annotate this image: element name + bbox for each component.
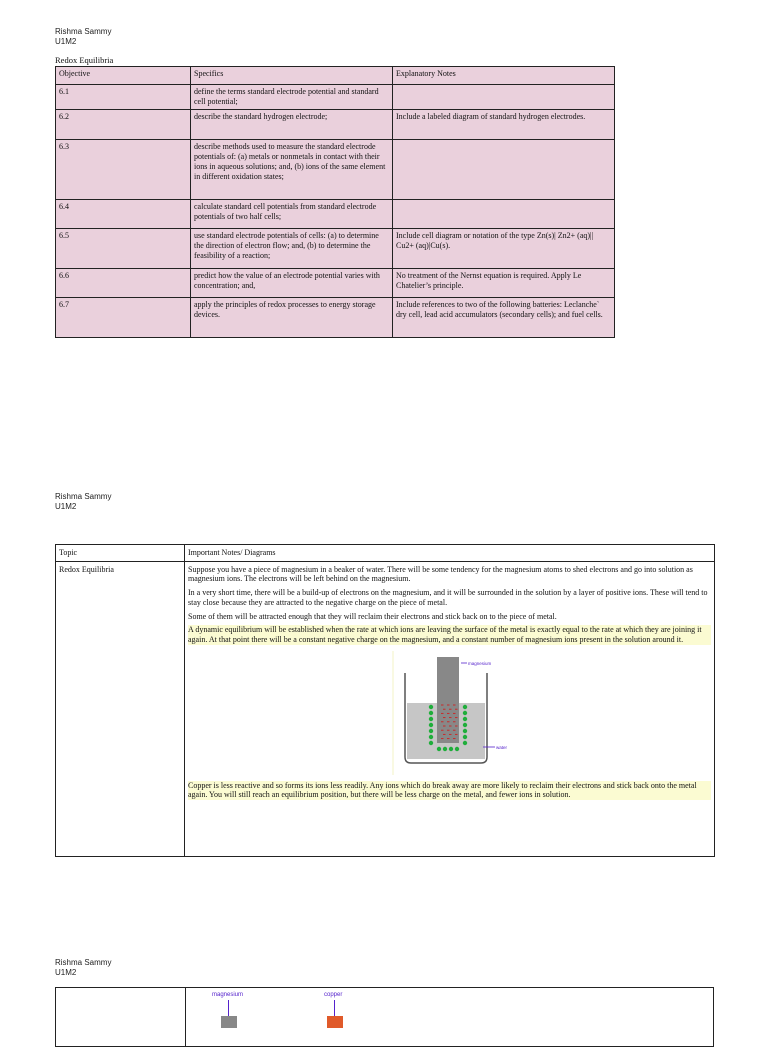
- column-divider: [185, 988, 186, 1046]
- author-name: Rishma Sammy: [55, 958, 112, 967]
- notes-cell: Include a labeled diagram of standard hydrogen electrodes.: [393, 110, 615, 140]
- table-header-row: [56, 67, 615, 85]
- table-row: [56, 110, 615, 140]
- author-name: Rishma Sammy: [55, 27, 112, 36]
- page2-header: [55, 492, 111, 512]
- doc-title: Redox Equilibria: [55, 55, 114, 65]
- specifics-cell: apply the principles of redox processes to energy storage devices.: [191, 298, 393, 338]
- author-name: Rishma Sammy: [55, 492, 112, 501]
- objectives-table: [55, 66, 615, 338]
- course-code: U1M2: [55, 968, 77, 977]
- col-topic: Topic: [56, 545, 185, 562]
- table-row: [56, 85, 615, 110]
- notes-cell: No treatment of the Nernst equation is required. Apply Le Chatelier’s principle.: [393, 269, 615, 298]
- water-label: water: [496, 744, 508, 750]
- ion-mark: [429, 728, 433, 732]
- col-specifics: Specifics: [191, 67, 393, 85]
- notes-header-row: [56, 545, 715, 562]
- paragraph: Suppose you have a piece of magnesium in a beaker of water. There will be some tendency for the magnesium atoms to shed electrons and go into solution as magnesium ions. The electrons will be left behind on the magnesium.: [188, 564, 693, 584]
- col-important-notes: Important Notes/ Diagrams: [185, 545, 715, 562]
- notes-cell: [393, 200, 615, 229]
- objective-cell: 6.4: [56, 200, 191, 229]
- notes-cell: [393, 140, 615, 200]
- ion-mark: [463, 740, 467, 744]
- specifics-cell: describe methods used to measure the standard electrode potentials of: (a) metals or nonmetals in contact with their ions in aqueous solutions; and, (b) ions of the same element in different oxidation states;: [191, 140, 393, 200]
- magnesium-label: magnesium: [468, 660, 492, 666]
- objective-cell: 6.6: [56, 269, 191, 298]
- table-row: [56, 269, 615, 298]
- ion-mark: [429, 704, 433, 708]
- table-row: [56, 140, 615, 200]
- magnesium-in-water-diagram: [393, 651, 508, 775]
- page1-header: [55, 27, 111, 47]
- notes-cell: Include references to two of the following batteries: Leclanche` dry cell, lead acid accumulators (secondary cells); and fuel cells.: [393, 298, 615, 338]
- ion-mark: [463, 716, 467, 720]
- table-row: [56, 229, 615, 269]
- magnesium-electrode: [221, 1016, 237, 1028]
- specifics-cell: predict how the value of an electrode potential varies with concentration; and,: [191, 269, 393, 298]
- specifics-cell: define the terms standard electrode potential and standard cell potential;: [191, 85, 393, 110]
- highlighted-paragraph: Copper is less reactive and so forms its ions less readily. Any ions which do break away are more likely to reclaim their electrons and stick back onto the metal again. You will still reach an equilibrium position, but there will be less charge on the metal, and fewer ions in solution.: [188, 781, 711, 800]
- specifics-cell: use standard electrode potentials of cells: (a) to determine the direction of electron flow; and, (b) to determine the feasibility of a reaction;: [191, 229, 393, 269]
- magnesium-label: magnesium: [212, 992, 244, 998]
- specifics-cell: calculate standard cell potentials from standard electrode potentials of two half cells;: [191, 200, 393, 229]
- paragraph: Some of them will be attracted enough that they will reclaim their electrons and stick back on to the piece of metal.: [188, 611, 557, 621]
- page3-header: [55, 958, 111, 978]
- notes-cell: [393, 85, 615, 110]
- table-row: [56, 200, 615, 229]
- notes-row: [56, 561, 715, 856]
- ion-mark: [429, 722, 433, 726]
- ion-mark: [437, 746, 441, 750]
- ion-mark: [463, 728, 467, 732]
- notes-content-cell: [185, 561, 715, 856]
- objective-cell: 6.1: [56, 85, 191, 110]
- ion-mark: [463, 710, 467, 714]
- specifics-cell: describe the standard hydrogen electrode;: [191, 110, 393, 140]
- copper-electrode: [327, 1016, 343, 1028]
- magnesium-pointer: [228, 1000, 229, 1016]
- topic-cell: Redox Equilibria: [56, 561, 185, 856]
- ion-mark: [455, 746, 459, 750]
- col-objective: Objective: [56, 67, 191, 85]
- page3-notes-table: [55, 987, 714, 1047]
- copper-pointer: [334, 1000, 335, 1016]
- highlighted-paragraph: A dynamic equilibrium will be established when the rate at which ions are leaving the surface of the metal is exactly equal to the rate at which they are joining it again. At that point there will be a constant negative charge on the magnesium, and a constant number of magnesium ions present in the solution around it.: [188, 625, 711, 644]
- notes-table: [55, 544, 715, 857]
- objective-cell: 6.5: [56, 229, 191, 269]
- notes-cell: Include cell diagram or notation of the type Zn(s)| Zn2+ (aq)|| Cu2+ (aq)|Cu(s).: [393, 229, 615, 269]
- table-row: [56, 298, 615, 338]
- objective-cell: 6.3: [56, 140, 191, 200]
- ion-mark: [443, 746, 447, 750]
- col-explanatory-notes: Explanatory Notes: [393, 67, 615, 85]
- ion-mark: [429, 734, 433, 738]
- ion-mark: [429, 716, 433, 720]
- course-code: U1M2: [55, 37, 77, 46]
- ion-mark: [463, 722, 467, 726]
- objective-cell: 6.7: [56, 298, 191, 338]
- paragraph: In a very short time, there will be a build-up of electrons on the magnesium, and it will be surrounded in the solution by a layer of positive ions. These will tend to stay close because they are attracted to the negative charge on the piece of metal.: [188, 588, 708, 607]
- ion-mark: [449, 746, 453, 750]
- course-code: U1M2: [55, 502, 77, 511]
- ion-mark: [429, 710, 433, 714]
- ion-mark: [463, 734, 467, 738]
- ion-mark: [463, 704, 467, 708]
- copper-label: copper: [324, 992, 343, 998]
- objective-cell: 6.2: [56, 110, 191, 140]
- ion-mark: [429, 740, 433, 744]
